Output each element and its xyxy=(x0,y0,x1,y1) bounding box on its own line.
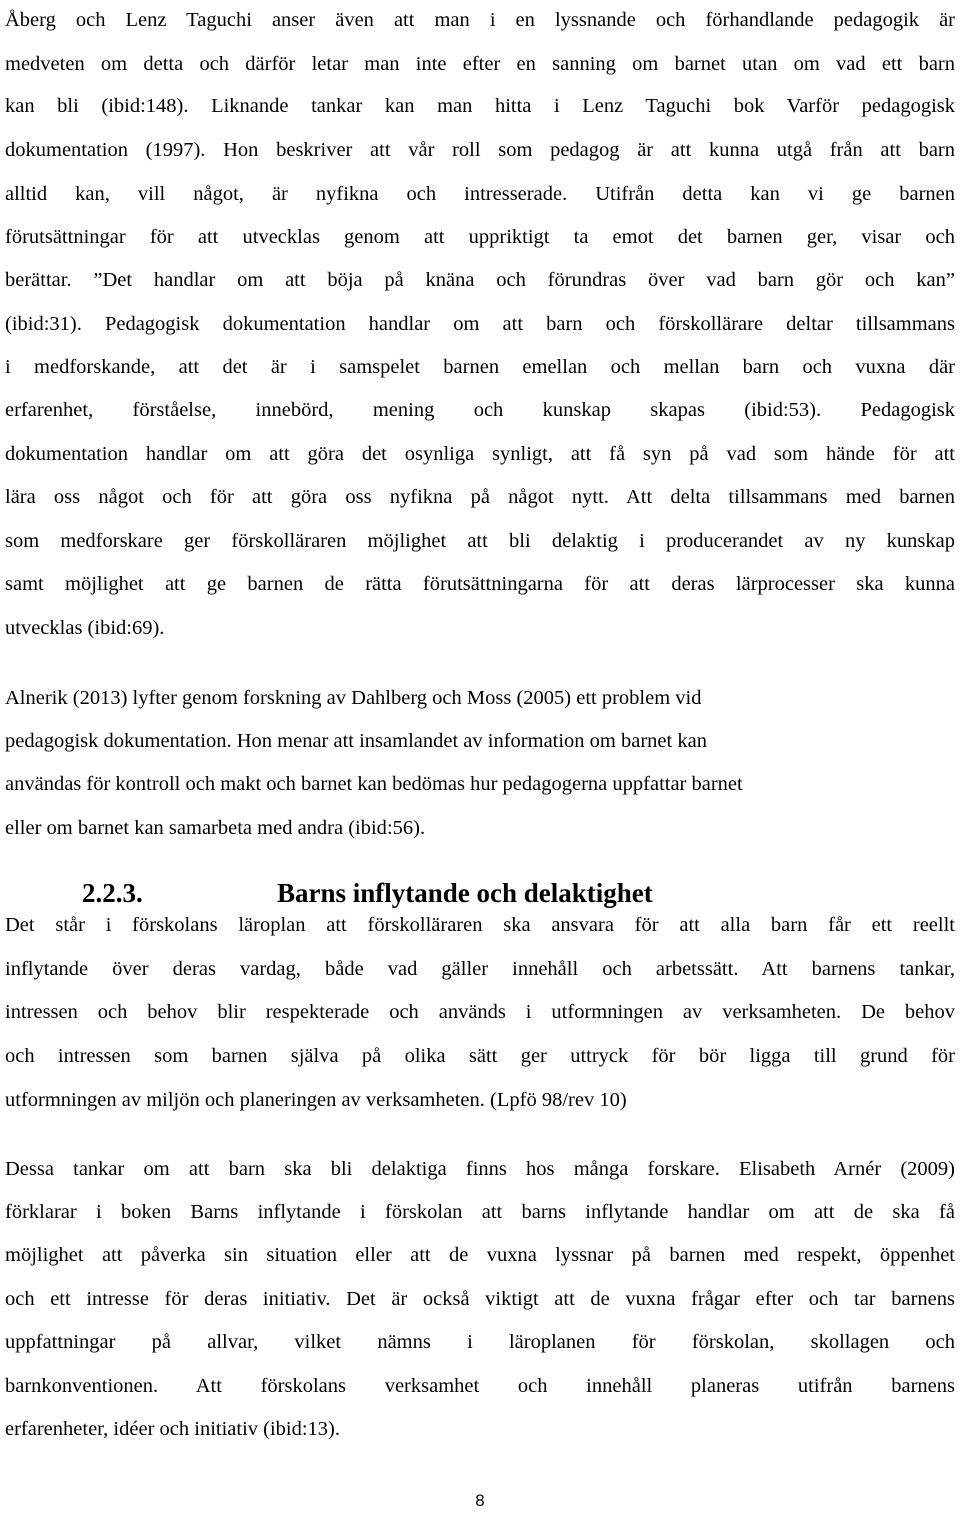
section-title: Barns inflytande och delaktighet xyxy=(277,878,653,908)
paragraph-1-line-6: förutsättningar för att utvecklas genom att uppriktigt ta emot det barnen ger, visar och xyxy=(5,226,955,248)
paragraph-1-line-5: alltid kan, vill något, är nyfikna och intresserade. Utifrån detta kan vi ge barnen xyxy=(5,183,955,205)
paragraph-4-line-3: möjlighet att påverka sin situation eller att de vuxna lyssnar på barnen med respekt, öppenhet xyxy=(5,1244,955,1266)
paragraph-1-line-14: samt möjlighet att ge barnen de rätta förutsättningarna för att deras lärprocesser ska kunna xyxy=(5,573,955,595)
paragraph-2-line-3: användas för kontroll och makt och barnet kan bedömas hur pedagogerna uppfattar barnet xyxy=(5,773,743,795)
paragraph-1-line-10: erfarenhet, förståelse, innebörd, mening och kunskap skapas (ibid:53). Pedagogisk xyxy=(5,399,955,421)
section-heading xyxy=(0,877,960,909)
paragraph-3-line-4: och intressen som barnen själva på olika sätt ger uttryck för bör ligga till grund för xyxy=(5,1045,955,1067)
paragraph-1-line-1: Åberg och Lenz Taguchi anser även att man i en lyssnande och förhandlande pedagogik är xyxy=(5,9,955,31)
paragraph-4-line-6: barnkonventionen. Att förskolans verksamhet och innehåll planeras utifrån barnens xyxy=(5,1375,955,1397)
paragraph-3-line-1: Det står i förskolans läroplan att förskolläraren ska ansvara för att alla barn får ett reellt xyxy=(5,914,955,936)
paragraph-1-line-15: utvecklas (ibid:69). xyxy=(5,617,165,639)
paragraph-4-line-5: uppfattningar på allvar, vilket nämns i läroplanen för förskolan, skollagen och xyxy=(5,1331,955,1353)
paragraph-1-line-8: (ibid:31). Pedagogisk dokumentation handlar om att barn och förskollärare deltar tillsammans xyxy=(5,313,955,335)
paragraph-1-line-9: i medforskande, att det är i samspelet barnen emellan och mellan barn och vuxna där xyxy=(5,356,955,378)
section-number: 2.2.3. xyxy=(82,878,143,908)
paragraph-2-line-4: eller om barnet kan samarbeta med andra (ibid:56). xyxy=(5,817,426,839)
paragraph-3-line-2: inflytande över deras vardag, både vad gäller innehåll och arbetssätt. Att barnens tankar, xyxy=(5,958,955,980)
page-number: 8 xyxy=(475,1491,485,1510)
paragraph-1-line-11: dokumentation handlar om att göra det osynliga synligt, att få syn på vad som hände för att xyxy=(5,443,955,465)
paragraph-4-line-1: Dessa tankar om att barn ska bli delaktiga finns hos många forskare. Elisabeth Arnér (2009) xyxy=(5,1158,955,1180)
paragraph-3-line-3: intressen och behov blir respekterade och används i utformningen av verksamheten. De behov xyxy=(5,1001,955,1023)
paragraph-1-line-3: kan bli (ibid:148). Liknande tankar kan man hitta i Lenz Taguchi bok Varför pedagogisk xyxy=(5,95,955,117)
paragraph-2-line-1: Alnerik (2013) lyfter genom forskning av Dahlberg och Moss (2005) ett problem vid xyxy=(5,687,702,709)
paragraph-2-line-2: pedagogisk dokumentation. Hon menar att insamlandet av information om barnet kan xyxy=(5,730,707,752)
paragraph-4-line-2: förklarar i boken Barns inflytande i förskolan att barns inflytande handlar om att de ska få xyxy=(5,1201,955,1223)
paragraph-4-line-7: erfarenheter, idéer och initiativ (ibid:13). xyxy=(5,1418,341,1440)
paragraph-1-line-2: medveten om detta och därför letar man inte efter en sanning om barnet utan om vad ett barn xyxy=(5,53,955,75)
paragraph-1-line-7: berättar. ”Det handlar om att böja på knäna och förundras över vad barn gör och kan” xyxy=(5,269,955,291)
paragraph-1-line-13: som medforskare ger förskolläraren möjlighet att bli delaktig i producerandet av ny kunskap xyxy=(5,530,955,552)
paragraph-3-line-5: utformningen av miljön och planeringen av verksamheten. (Lpfö 98/rev 10) xyxy=(5,1089,627,1111)
paragraph-4-line-4: och ett intresse för deras initiativ. Det är också viktigt att de vuxna frågar efter och tar barnens xyxy=(5,1288,955,1310)
paragraph-1-line-12: lära oss något och för att göra oss nyfikna på något nytt. Att delta tillsammans med barnen xyxy=(5,486,955,508)
paragraph-1-line-4: dokumentation (1997). Hon beskriver att vår roll som pedagog är att kunna utgå från att barn xyxy=(5,139,955,161)
